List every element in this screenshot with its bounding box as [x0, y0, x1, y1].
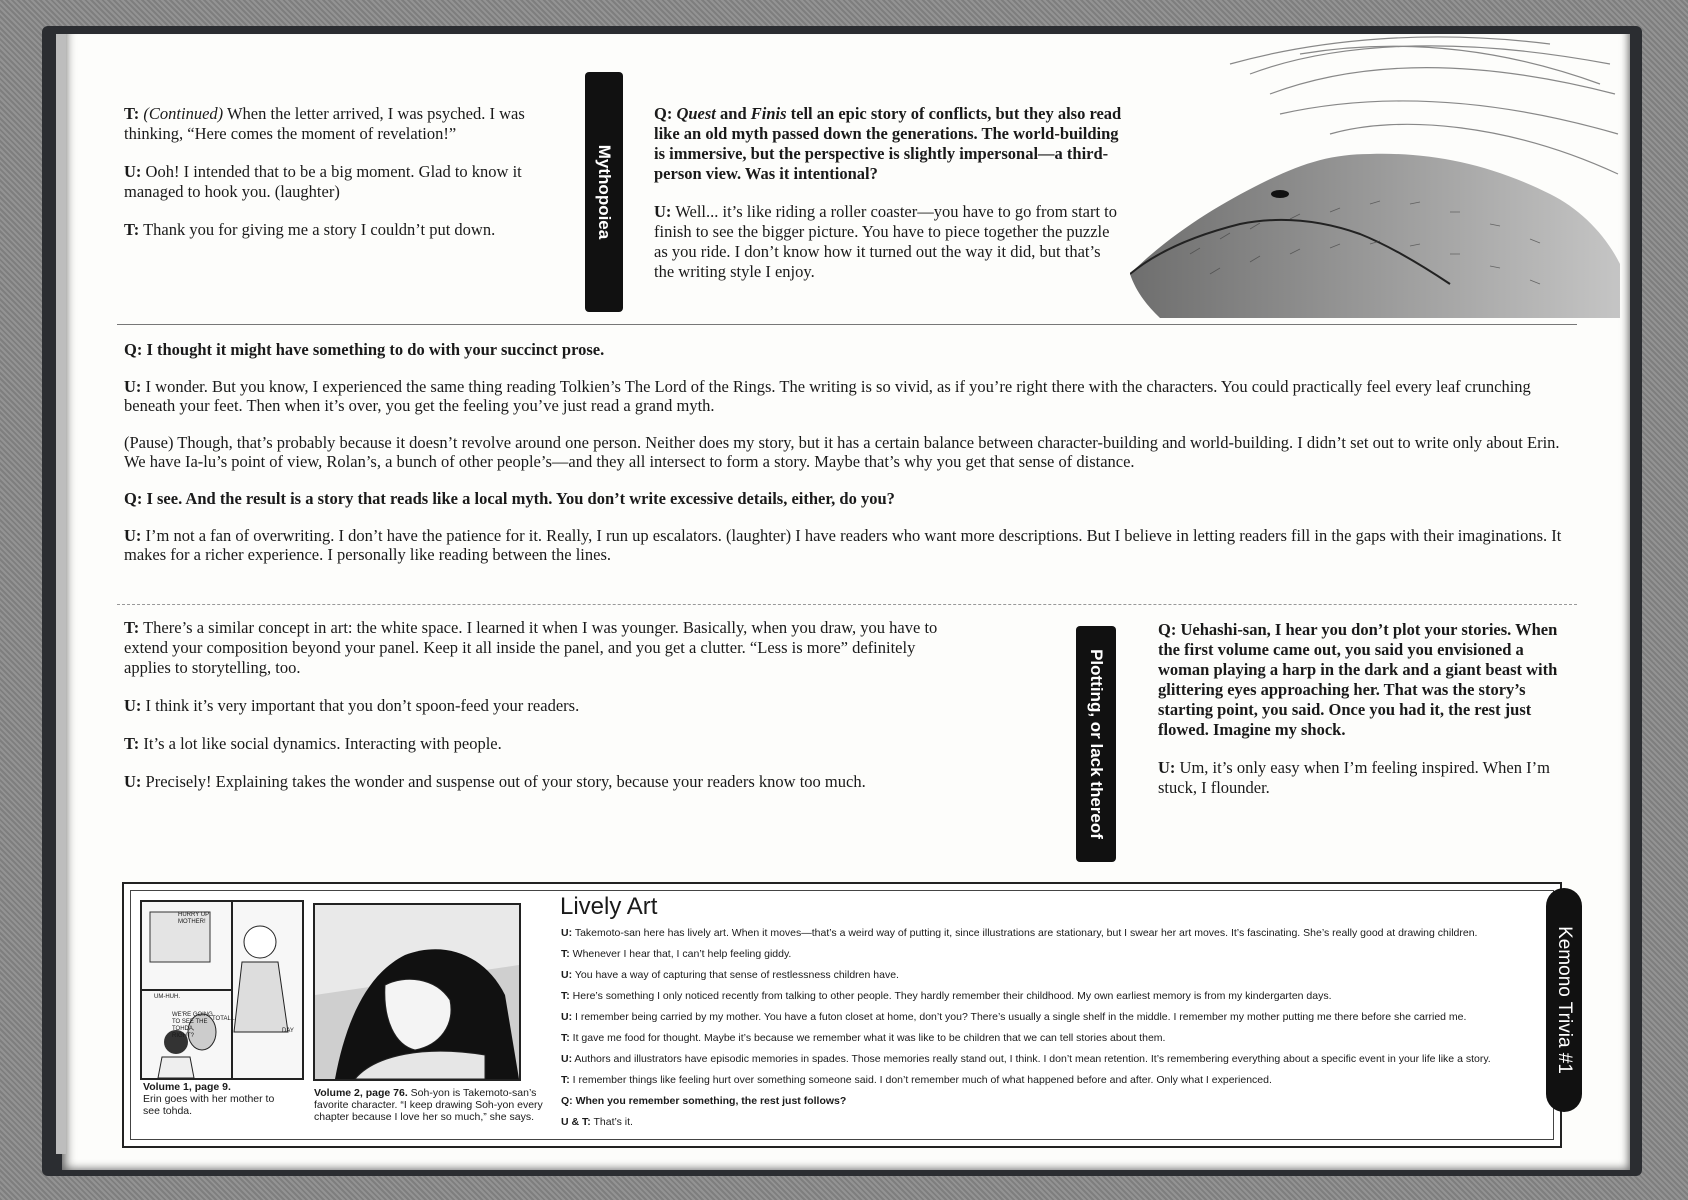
- answer-line: U: I wonder. But you know, I experienced the same thing reading Tolkien’s The Lord of the Rings. The writing is so vivid, as if you’re right there with the characters. You could practically feel every leaf crunching beneath your feet. Then when it’s over, you get the feeling you’ve just read a grand myth.: [124, 377, 1531, 415]
- manga-panel-art: [315, 905, 519, 1079]
- divider: [117, 324, 1577, 325]
- trivia-dialogue: [561, 927, 1539, 1137]
- trivia-line: Q: When you remember something, the rest just follows?: [561, 1095, 847, 1107]
- dialogue-line: U: I think it’s very important that you don’t spoon-feed your readers.: [124, 696, 580, 715]
- dialogue-line: T: Thank you for giving me a story I couldn’t put down.: [124, 220, 496, 239]
- question-line: Q: I thought it might have something to do with your succinct prose.: [124, 340, 605, 359]
- speech-bubble: WE'RE GOING TO SEE THE TOHDA, RIGHT?: [172, 1012, 213, 1039]
- divider: [117, 604, 1577, 605]
- page-gutter: [56, 34, 66, 1154]
- dialogue-line: T: (Continued) When the letter arrived, I was psyched. I was thinking, “Here comes the moment of revelation!”: [124, 104, 525, 143]
- middle-section: [124, 340, 1576, 582]
- caption-volume-1: Volume 1, page 9. Erin goes with her mother to see tohda.: [143, 1081, 275, 1117]
- answer-line: U: Um, it’s only easy when I’m feeling inspired. When I’m stuck, I flounder.: [1158, 758, 1550, 797]
- top-right-column: [654, 104, 1124, 300]
- speech-bubble: UM-HUH.: [154, 994, 180, 1000]
- trivia-line: U: You have a way of capturing that sense of restlessness children have.: [561, 969, 899, 981]
- speech-bubble: DAY: [282, 1028, 294, 1034]
- trivia-title: Lively Art: [560, 893, 658, 920]
- question-line: Q: Uehashi-san, I hear you don’t plot your stories. When the first volume came out, you said you envisioned a woman playing a harp in the dark and a giant beast with glittering eyes approaching her. That was the story’s starting point, you said. Once you had it, the rest just flowed. Imagine my shock.: [1158, 620, 1558, 739]
- trivia-line: T: It gave me food for thought. Maybe it’s because we remember what it was like to be children that we can tell stories about them.: [561, 1032, 1166, 1044]
- trivia-line: U & T: That’s it.: [561, 1116, 633, 1128]
- manga-panel-volume-1: [140, 900, 304, 1080]
- section-tag-trivia: Kemono Trivia #1: [1546, 888, 1582, 1112]
- dialogue-line: U: Precisely! Explaining takes the wonder and suspense out of your story, because your readers know too much.: [124, 772, 866, 791]
- question-line: Q: Quest and Finis tell an epic story of conflicts, but they also read like an old myth passed down the generations. The world-building is immersive, but the perspective is slightly impersonal—a third-person view. Was it intentional?: [654, 104, 1122, 183]
- answer-line: U: Well... it’s like riding a roller coaster—you have to go from start to finish to see the bigger picture. You have to piece together the puzzle as you ride. I don’t know how it turned out the way it did, but that’s the writing style I enjoy.: [654, 202, 1118, 281]
- trivia-line: U: I remember being carried by my mother. You have a futon closet at home, don’t you? There’s usually a single shelf in the middle. I remember my mother putting me there before she carried me.: [561, 1011, 1467, 1023]
- speech-bubble: TOTAL...: [212, 1016, 236, 1022]
- question-line: Q: I see. And the result is a story that reads like a local myth. You don’t write excessive details, either, do you?: [124, 489, 895, 508]
- trivia-line: T: Here’s something I only noticed recently from talking to other people. They hardly remember their childhood. My own earliest memory is from my kindergarten days.: [561, 990, 1332, 1002]
- trivia-line: U: Takemoto-san here has lively art. When it moves—that’s a weird way of putting it, since illustrations are stationary, but I swear her art moves. It’s fascinating. She’s really good at drawing children.: [561, 927, 1478, 939]
- section-tag-plotting: Plotting, or lack thereof: [1076, 626, 1116, 862]
- lower-right-column: [1158, 620, 1558, 816]
- trivia-line: T: Whenever I hear that, I can’t help feeling giddy.: [561, 948, 792, 960]
- dialogue-line: T: It’s a lot like social dynamics. Interacting with people.: [124, 734, 502, 753]
- top-left-column: [124, 104, 574, 258]
- answer-line: U: I’m not a fan of overwriting. I don’t have the patience for it. Really, I run up escalators. (laughter) I have readers who want more descriptions. But I believe in letting readers fill in the gaps with their imaginations. It makes for a richer experience. I personally like reading between the lines.: [124, 526, 1562, 564]
- section-tag-mythopoeia: Mythopoiea: [585, 72, 623, 312]
- caption-volume-2: Volume 2, page 76. Soh-yon is Takemoto-san’s favorite character. “I keep drawing Soh-yon every chapter because I love her so much,” she says.: [314, 1087, 543, 1123]
- dialogue-line: U: Ooh! I intended that to be a big moment. Glad to know it managed to hook you. (laughter): [124, 162, 522, 201]
- answer-line: (Pause) Though, that’s probably because it doesn’t revolve around one person. Neither does my story, but it has a certain balance between character-building and world-building. I didn’t set out to write only about Erin. We have Ia-lu’s point of view, Rolan’s, a bunch of other people’s—and they all intersect to form a story. Maybe that’s why you get that sense of distance.: [124, 433, 1560, 471]
- dialogue-line: T: There’s a similar concept in art: the white space. I learned it when I was younger. Basically, when you draw, you have to extend your composition beyond your panel. Keep it all inside the panel, and you get a clutter. “Less is more” definitely applies to storytelling, too.: [124, 618, 938, 677]
- manga-panel-art: [142, 902, 302, 1078]
- manga-panel-volume-2: [313, 903, 521, 1081]
- lower-left-column: [124, 618, 964, 810]
- dragon-illustration: [1130, 34, 1620, 318]
- speech-bubble: HURRY UP MOTHER!: [178, 912, 210, 925]
- trivia-line: T: I remember things like feeling hurt over something someone said. I don’t remember much of what happened before and after. Only what I experienced.: [561, 1074, 1272, 1086]
- trivia-line: U: Authors and illustrators have episodic memories in spades. Those memories really stand out, I think. I don’t mean retention. It’s remembering everything about a specific event in your life like a story.: [561, 1053, 1491, 1065]
